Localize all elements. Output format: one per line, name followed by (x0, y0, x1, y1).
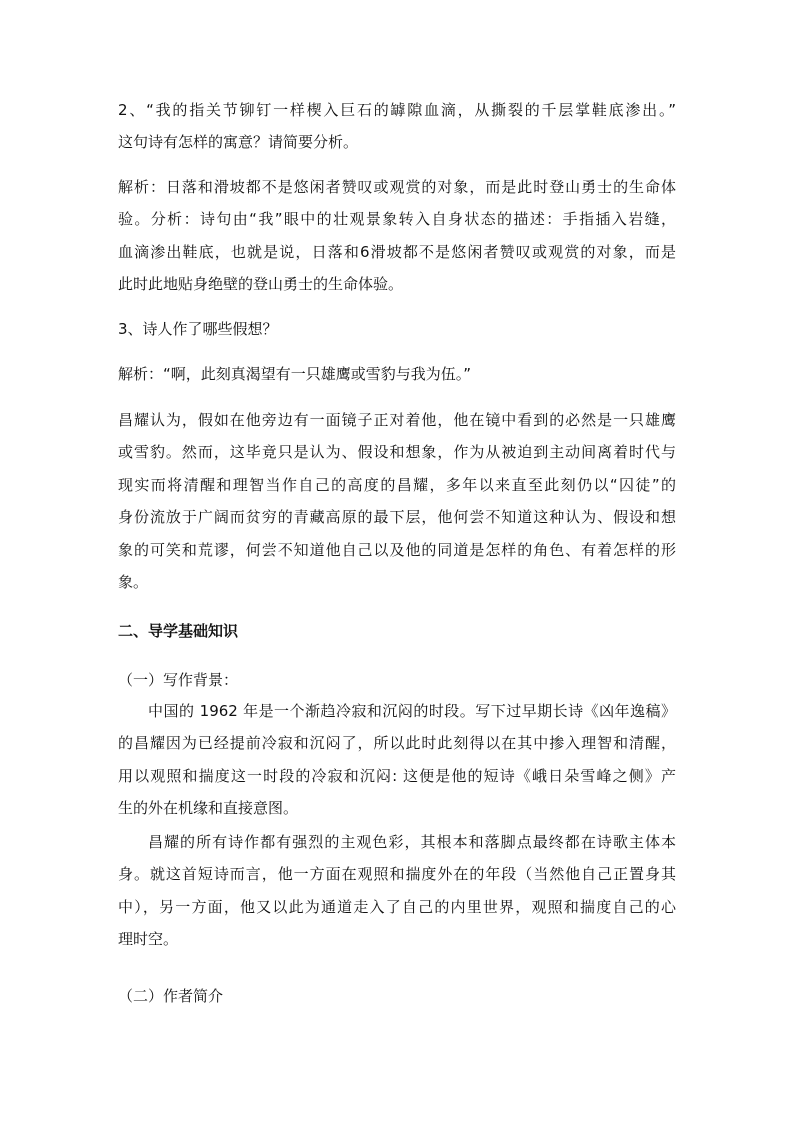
author-heading-block (118, 980, 676, 1012)
section-heading (118, 615, 676, 647)
text-line: 血滴渗出鞋底，也就是说，日落和6滑坡都不是悠闲者赞叹或观赏的对象，而是 (118, 242, 676, 261)
author-heading: （二）作者简介 (118, 987, 224, 1005)
text-line: 理时空。 (118, 930, 179, 949)
question-3-explanation (118, 404, 676, 598)
text-line: 的昌耀因为已经提前冷寂和沉闷了，所以此时此刻得以在其中掺入理智和清醒， (118, 734, 676, 753)
question-2 (118, 94, 676, 159)
background-heading: （一）写作背景： (118, 671, 239, 689)
text-line: 象。 (118, 572, 149, 591)
question-3 (118, 313, 676, 345)
background-heading-block (118, 664, 676, 696)
text-line: 用以观照和揣度这一时段的冷寂和沉闷: 这便是他的短诗《峨日朵雪峰之侧》产 (118, 766, 676, 785)
background-paragraph-1 (118, 695, 676, 825)
text-line: 现实而将清醒和理智当作自己的高度的昌耀，多年以来直至此刻仍以“囚徒”的 (118, 475, 676, 494)
text-line: 3、诗人作了哪些假想？ (118, 320, 278, 338)
text-line: 身份流放于广阔而贫穷的青藏高原的最下层，他何尝不知道这种认为、假设和想 (118, 508, 676, 527)
text-line: 昌耀认为，假如在他旁边有一面镜子正对着他，他在镜中看到的必然是一只雄鹰 (118, 411, 676, 429)
text-line: 生的外在机缘和直接意图。 (118, 799, 299, 818)
question-2-answer (118, 171, 676, 301)
text-line: 解析：“啊，此刻真渴望有一只雄鹰或雪豹与我为伍。” (118, 365, 472, 383)
section-2-heading: 二、导学基础知识 (118, 622, 239, 640)
text-line: 解析：日落和滑坡都不是悠闲者赞叹或观赏的对象，而是此时登山勇士的生命体 (118, 178, 676, 196)
text-line: 身。就这首短诗而言，他一方面在观照和揣度外在的年段（当然他自己正置身其 (118, 865, 676, 884)
question-3-answer (118, 358, 676, 390)
background-paragraph-2 (118, 826, 676, 956)
text-line: 此时此地贴身绝壁的登山勇士的生命体验。 (118, 275, 404, 294)
text-line: 昌耀的所有诗作都有强烈的主观色彩，其根本和落脚点最终都在诗歌主体本 (148, 833, 676, 851)
text-line: 中国的 1962 年是一个渐趋冷寂和沉闷的时段。写下过早期长诗《凶年逸稿》 (148, 702, 676, 720)
text-line: 或雪豹。然而，这毕竟只是认为、假设和想象，作为从被迫到主动间离着时代与 (118, 443, 676, 462)
text-line: 验。分析：诗句由“我”眼中的壮观景象转入自身状态的描述：手指插入岩缝， (118, 210, 676, 229)
text-line: 2、“我的指关节铆钉一样楔入巨石的罅隙血滴，从撕裂的千层掌鞋底渗出。” (118, 101, 676, 119)
text-line: 象的可笑和荒谬，何尝不知道他自己以及他的同道是怎样的角色、有着怎样的形 (118, 540, 676, 559)
text-line: 这句诗有怎样的寓意？请简要分析。 (118, 133, 359, 152)
text-line: 中），另一方面，他又以此为通道走入了自己的内里世界，观照和揣度自己的心 (118, 897, 676, 916)
